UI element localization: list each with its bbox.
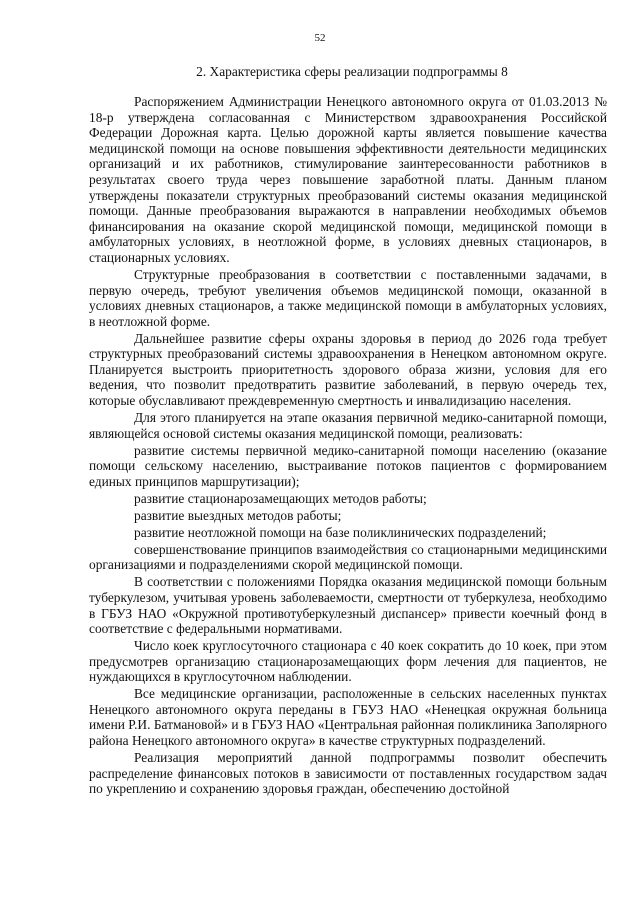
page-number: 52: [314, 32, 326, 44]
paragraph-bed-reduction: Число коек круглосуточного стационара с 40 коек сократить до 10 коек, при этом предусмотрев организацию стационарозамещающих форм лечения для пациентов, не нуждающихся в круглосуточном наблюдении.: [89, 638, 607, 685]
list-item-inpatient-replacement: развитие стационарозамещающих методов работы;: [134, 490, 427, 506]
paragraph-implementation: Реализация мероприятий данной подпрограммы позволит обеспечить распределение финансовых потоков в зависимости от поставленных государством задач по укреплению и сохранению здоровья граждан, обеспечению достойной: [89, 750, 607, 797]
paragraph-structural-changes: Структурные преобразования в соответствии с поставленными задачами, в первую очередь, требуют увеличения объемов медицинской помощи, оказанной в условиях дневных стационаров, а также медицинской помощи в амбулаторных условиях, в неотложной форме.: [89, 266, 607, 329]
list-item-urgent-care: развитие неотложной помощи на базе поликлинических подразделений;: [134, 524, 547, 540]
list-item-interaction-principles: совершенствование принципов взаимодействия со стационарными медицинскими организациями и подразделениями скорой медицинской помощи.: [89, 541, 607, 573]
paragraph-development-2026: Дальнейшее развитие сферы охраны здоровья в период до 2026 года требует структурных преобразований системы здравоохранения в Ненецком автономном округе. Планируется выстроить приоритетность здорового образа жизни, условия для его ведения, что позволит предотвратить развитие заболеваний, в первую очередь тех, которые обуславливают преждевременную смертность и инвалидизацию населения.: [89, 330, 607, 409]
paragraph-rural-organizations: Все медицинские организации, расположенные в сельских населенных пунктах Ненецкого автономного округа переданы в ГБУЗ НАО «Ненецкая окружная больница имени Р.И. Батмановой» и в ГБУЗ НАО «Центральная районная поликлиника Заполярного района Ненецкого автономного округа» в качестве структурных подразделений.: [89, 686, 607, 749]
list-item-primary-care-system: развитие системы первичной медико-санитарной помощи населению (оказание помощи сельскому населению, выстраивание потоков пациентов с формированием единых принципов маршрутизации);: [89, 442, 607, 489]
paragraph-tuberculosis: В соответствии с положениями Порядка оказания медицинской помощи больным туберкулезом, учитывая уровень заболеваемости, смертности от туберкулеза, необходимо в ГБУЗ НАО «Окружной противотуберкулезный диспансер» привести коечный фонд в соответствие с федеральными нормативами.: [89, 574, 607, 637]
list-item-mobile-methods: развитие выездных методов работы;: [134, 507, 342, 523]
section-heading: 2. Характеристика сферы реализации подпрограммы 8: [196, 64, 508, 79]
document-body: [89, 94, 607, 798]
paragraph-primary-care-plan: Для этого планируется на этапе оказания первичной медико-санитарной помощи, являющейся основой системы оказания медицинской помощи, реализовать:: [89, 410, 607, 441]
paragraph-road-map: Распоряжением Администрации Ненецкого автономного округа от 01.03.2013 № 18-р утверждена согласованная с Министерством здравоохранения Российской Федерации Дорожная карта. Целью дорожной карты является повышение качества медицинской помощи на основе повышения эффективности деятельности медицинских организаций и их работников, стимулирование заинтересованности работников в результатах своего труда через повышение заработной платы. Данным планом утверждены показатели структурных преобразований системы оказания медицинской помощи. Данные преобразования выражаются в направлении необходимых объемов финансирования на оказание скорой медицинской помощи, медицинской помощи в амбулаторных условиях, в неотложной форме, в условиях дневных стационаров, в стационарных условиях.: [89, 94, 607, 265]
